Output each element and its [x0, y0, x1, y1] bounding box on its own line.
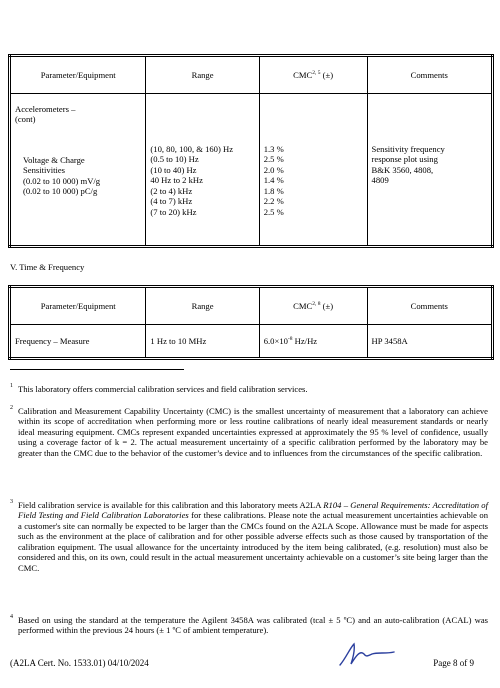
- comment-line: B&K 3560, 4808,: [371, 164, 434, 175]
- cmc-line: 2.0 %: [263, 164, 284, 175]
- range-line: (10 to 40) Hz: [150, 164, 197, 175]
- header-cmc: CMC$^{2, 8}$ (±): [259, 287, 367, 325]
- header-range: Range: [146, 287, 259, 325]
- footnote-3: 3 Field calibration service is available for this calibration and this laboratory meets A2LA R104 – General Requirements: Accreditation of Field Testing and Field Calibration Laboratories for these calibrations. Please note the actual measurement uncertainties achievable on a customer's site can normally be expected to be larger than the CMCs found on the A2LA Scope. Allowance must be made for aspects such as the environment at the place of calibration and for other possible adverse effects such as those caused by transportation of the calibration equipment. The usual allowance for the uncertainty introduced by the item being calibrated, (e.g. resolution) must also be considered and this, on its own, could result in the actual measurement uncertainty achievable on a customer’s site being larger than the CMC.: [10, 499, 488, 573]
- group-label: Accelerometers –: [15, 104, 76, 114]
- cell-cmc: [259, 94, 367, 247]
- page-number: Page 8 of 9: [433, 658, 474, 668]
- cell-parameter: [10, 94, 146, 247]
- comment-line: Sensitivity frequency: [371, 144, 445, 154]
- cmc-table-accelerometers: [8, 54, 494, 248]
- cert-number: (A2LA Cert. No. 1533.01) 04/10/2024: [10, 658, 149, 668]
- cmc-line: 1.3 %: [263, 144, 284, 154]
- footnote-4: 4 Based on using the standard at the temperature the Agilent 3458A was calibrated (tcal ± 5 ºC) and an auto-calibration (ACAL) was performed within the previous 24 hours (± 1 ºC of ambient temperature).: [10, 614, 488, 636]
- cell-parameter: Frequency – Measure: [10, 325, 146, 359]
- footnote-1: 1 This laboratory offers commercial calibration services and field calibration services.: [10, 383, 308, 394]
- footnote-2: 2 Calibration and Measurement Capability Uncertainty (CMC) is the smallest uncertainty of measurement that a laboratory can achieve within its scope of accreditation when performing more or less routine calibrations of nearly ideal measurement standards or nearly ideal measuring equipment. CMCs represent expanded uncertainties expressed at approximately the 95 % level of confidence, usually using a coverage factor of k = 2. The actual measurement uncertainty of a specific calibration performed by the laboratory may be greater than the CMC due to the behavior of the customer’s device and to influences from the circumstances of the specific calibration.: [10, 405, 488, 458]
- range-line: (0.5 to 10) Hz: [150, 154, 199, 165]
- header-cmc: CMC$^{2, 5}$ (±): [259, 56, 367, 94]
- group-label-cont: (cont): [15, 114, 36, 125]
- cmc-line: 2.5 %: [263, 206, 284, 217]
- table-header-row: [10, 56, 493, 94]
- range-line: (2 to 4) kHz: [150, 185, 193, 196]
- table-header-row: [10, 287, 493, 325]
- header-comments: Comments: [367, 56, 492, 94]
- header-range: Range: [146, 56, 259, 94]
- param-line: (0.02 to 10 000) pC/g: [23, 186, 98, 197]
- table-row: [10, 94, 493, 247]
- range-line: (7 to 20) kHz: [150, 206, 197, 217]
- range-line: (10, 80, 100, & 160) Hz: [150, 144, 234, 154]
- cell-comments: HP 3458A: [367, 325, 492, 359]
- comment-line: response plot using: [371, 154, 438, 165]
- cell-comments: [367, 94, 492, 247]
- footnote-divider: [10, 369, 184, 370]
- cmc-line: 1.8 %: [263, 185, 284, 196]
- cmc-line: 2.2 %: [263, 196, 284, 207]
- signature-icon: [336, 640, 398, 668]
- cmc-line: 2.5 %: [263, 154, 284, 165]
- cmc-table-time-frequency: [8, 285, 494, 360]
- cell-range: 1 Hz to 10 MHz: [146, 325, 259, 359]
- table-row: [10, 325, 493, 359]
- param-line: Sensitivities: [23, 165, 66, 176]
- param-line: Voltage & Charge: [23, 154, 85, 165]
- cmc-line: 1.4 %: [263, 175, 284, 186]
- cell-range: [146, 94, 259, 247]
- comment-line: 4809: [371, 175, 389, 186]
- header-comments: Comments: [367, 287, 492, 325]
- range-line: 40 Hz to 2 kHz: [150, 175, 203, 186]
- range-line: (4 to 7) kHz: [150, 196, 193, 207]
- header-parameter: Parameter/Equipment: [10, 287, 146, 325]
- header-parameter: Parameter/Equipment: [10, 56, 146, 94]
- param-line: (0.02 to 10 000) mV/g: [23, 175, 101, 186]
- section-title: V. Time & Frequency: [10, 262, 85, 272]
- cell-cmc: $6.0\times 10^{-8}$ Hz/Hz: [259, 325, 367, 359]
